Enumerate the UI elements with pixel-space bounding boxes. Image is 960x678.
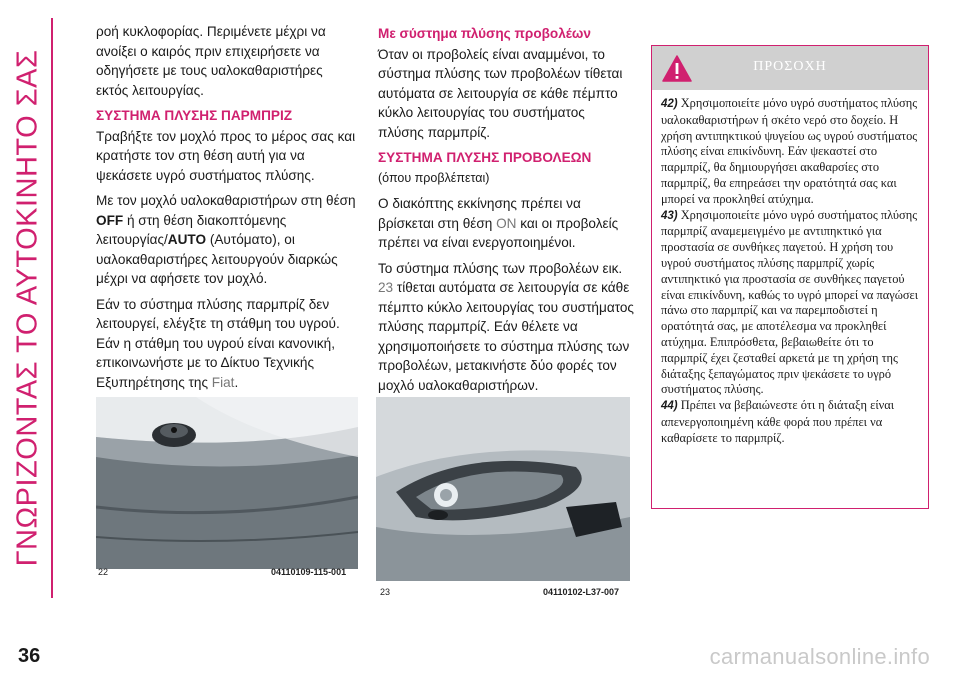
- paragraph: Με τον μοχλό υαλοκαθαριστήρων στη θέση OFF ή στη θέση διακοπτόμενης λειτουργίας/AUTO (Αυτόματο), οι υαλοκαθαριστήρες λειτουργούν διαρκώς μέχρι να αφήσετε τον μοχλό.: [96, 193, 356, 286]
- paragraph: Ο διακόπτης εκκίνησης πρέπει να βρίσκεται στη θέση ON και οι προβολείς πρέπει να είναι ενεργοποιημένοι.: [378, 196, 619, 250]
- auto-label: AUTO: [167, 232, 207, 247]
- watermark: carmanualsonline.info: [709, 644, 930, 669]
- side-section-title: [8, 18, 48, 598]
- figure-headlamp-washer: [376, 397, 630, 581]
- paragraph: Όταν οι προβολείς είναι αναμμένοι, το σύστημα πλύσης των προβολέων τίθεται αυτόματα σε λειτουργία σε κάθε πέμπτο κύκλο λειτουργίας του συστήματος πλύσης παρμπρίζ.: [378, 46, 623, 140]
- warning-note: 42) Χρησιμοποιείτε μόνο υγρό συστήματος πλύσης υαλοκαθαριστήρων ή σκέτο νερό στο δοχείο. Η χρήση αντιπηκτικού ψυγείου ως υγρού συστήματος πλύσης είναι επικίνδυνη. Εάν ψεκαστεί στο παρμπρίζ, θα δημιουργήσει ακαθαρσίες στο παρμπρίζ, θα επηρεάσει την ορατότητά σας και μπορεί να προκληθεί ατύχημα.: [661, 96, 918, 206]
- figure-ref: 23: [378, 280, 394, 295]
- warning-box: [651, 45, 929, 509]
- warning-note: 44) Πρέπει να βεβαιώνεστε ότι η διάταξη είναι απενεργοποιημένη κάθε φορά που πρέπει να καθαρίσετε το παρμπρίζ.: [661, 398, 895, 445]
- figure-number: 22: [98, 567, 109, 577]
- text-column-left: [96, 22, 358, 398]
- warning-title: ΠΡΟΣΟΧΗ: [753, 59, 827, 74]
- warning-note: 43) Χρησιμοποιείτε μόνο υγρό συστήματος πλύσης παρμπρίζ αναμεμειγμένο με αντιπηκτικό για προστασία σε συνθήκες παγετού. Η χρήση του υγρού συστήματος πλύσης παρμπρίζ χωρίς αντιπηκτικό για προστασία σε συνθήκες παγετού είναι επικίνδυνη, καθώς το υγρό μπορεί να παγώσει πάνω στο παρμπρίζ και να παρεμποδιστεί η ορατότητά σας, με αποτέλεσμα να προκληθεί ατύχημα. Επιπρόσθετα, βεβαιωθείτε ότι το παρμπρίζ έχει ζεσταθεί αρκετά με τη χρήση της διάταξης ξεπαγώματος πριν ψεκάσετε το υγρό συστήματος πλύσης.: [661, 207, 919, 397]
- nozzle-illustration: [96, 397, 358, 569]
- figure-code: 04110109-115-001: [271, 567, 347, 577]
- fiat-label: Fiat: [211, 374, 235, 390]
- note-number: 43): [661, 209, 678, 222]
- off-label: OFF: [96, 212, 124, 228]
- section-note: (όπου προβλέπεται): [378, 170, 490, 185]
- warning-header: [652, 46, 928, 90]
- paragraph: Εάν το σύστημα πλύσης παρμπρίζ δεν λειτουργεί, ελέγξτε τη στάθμη του υγρού. Εάν η στάθμη του υγρού είναι κανονική, επικοινωνήστε με το Δίκτυο Τεχνικής Εξυπηρέτησης της Fiat.: [96, 296, 340, 390]
- section-heading-headlamp-washer: ΣΥΣΤΗΜΑ ΠΛΥΣΗΣ ΠΡΟΒΟΛΕΩΝ: [378, 150, 592, 165]
- side-section-title-text: ΓΝΩΡΙΖΟΝΤΑΣ ΤΟ ΑΥΤΟΚΙΝΗΤΟ ΣΑΣ: [11, 49, 44, 567]
- note-number: 44): [661, 400, 678, 413]
- section-heading-headlamp-washer-sub: Με σύστημα πλύσης προβολέων: [378, 26, 591, 41]
- figure-code: 04110102-L37-007: [543, 587, 620, 597]
- page-number: 36: [18, 645, 41, 667]
- paragraph: Τραβήξτε τον μοχλό προς το μέρος σας και κρατήστε τον στη θέση αυτή για να ψεκάσετε υγρό συστήματος πλύσης.: [96, 128, 356, 183]
- figure-windscreen-washer-nozzle: [96, 397, 358, 569]
- paragraph: Το σύστημα πλύσης των προβολέων εικ. 23 τίθεται αυτόματα σε λειτουργία σε κάθε πέμπτο κύκλο λειτουργίας του συστήματος πλύσης παρμπρίζ. Εάν θέλετε να χρησιμοποιήσετε το σύστημα πλύσης των προβολέων, μετακινήστε δύο φορές τον μοχλό υαλοκαθαριστήρων.: [378, 260, 634, 393]
- paragraph: ροή κυκλοφορίας. Περιμένετε μέχρι να ανοίξει ο καιρός πριν επιχειρήσετε να οδηγήσετε με τους υαλοκαθαριστήρες εκτός λειτουργίας.: [96, 24, 326, 98]
- on-label: ON: [496, 215, 517, 231]
- headlamp-illustration: [376, 397, 630, 581]
- side-divider: [51, 18, 53, 598]
- figure-number: 23: [380, 587, 391, 597]
- text-column-middle: [378, 22, 634, 401]
- warning-body: [652, 90, 928, 447]
- note-number: 42): [661, 98, 678, 110]
- section-heading-windscreen-washer: ΣΥΣΤΗΜΑ ΠΛΥΣΗΣ ΠΑΡΜΠΡΙΖ: [96, 108, 293, 123]
